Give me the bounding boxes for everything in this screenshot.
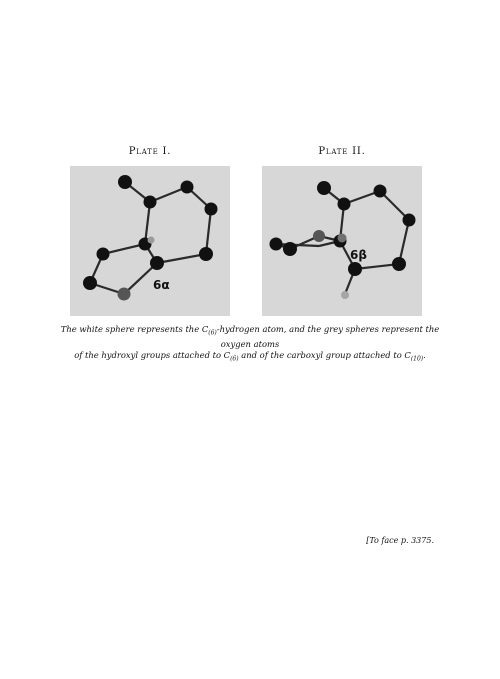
caption-line2-a: of the hydroxyl groups attached to C [74,349,231,360]
molecular-model-6alpha [70,166,230,316]
caption-line1-b: -hydrogen atom, and the grey spheres represent the oxygen atoms [216,324,440,349]
face-page-note: [To face p. 3375. [366,536,434,545]
caption-line1-sub: (6) [208,329,217,337]
plate-2-label: Plate II. [318,146,366,157]
plate-1-tag: 6α [153,278,170,292]
caption-line1-a: The white sphere represents the C [60,324,209,334]
plate-1-label: Plate I. [128,146,172,157]
plate-2-photo [262,166,422,316]
caption-line2-sub1: (6) [230,355,239,363]
plate-2-tag: 6β [350,248,367,262]
molecular-model-6beta [262,166,422,316]
caption-line2-c: . [423,349,426,360]
caption-line2-b: and of the carboxyl group attached to C [238,349,411,360]
caption-line2-sub2: (10) [410,355,424,363]
plate-1-photo [70,166,230,316]
figure-caption [60,324,440,364]
